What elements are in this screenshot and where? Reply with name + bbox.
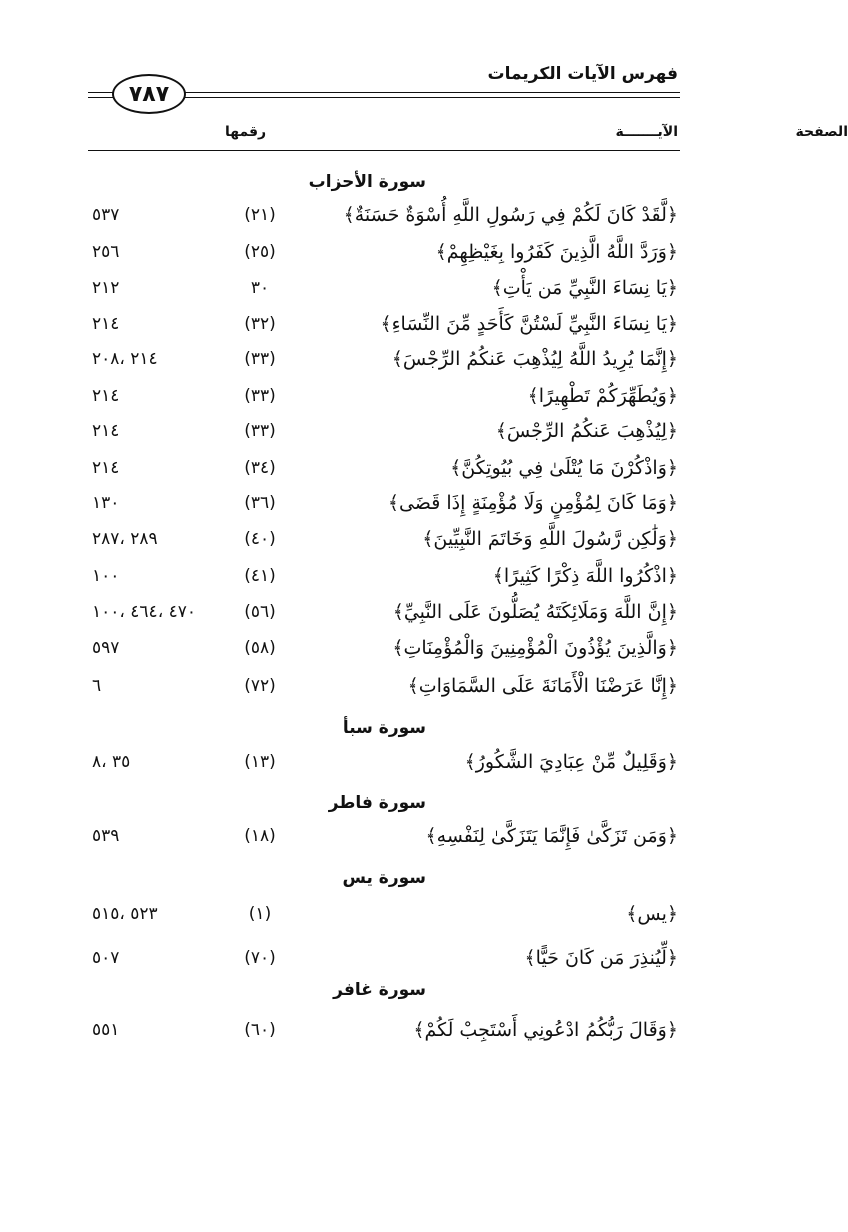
- verse-number: (٣٣): [244, 386, 276, 406]
- surah-title: سورة يس: [342, 868, 426, 888]
- verse-number: (٤١): [244, 566, 276, 586]
- verse-number: (٣٢): [244, 314, 276, 334]
- verse-number: (٣٤): [244, 458, 276, 478]
- page-reference: ٥٣٧: [92, 205, 120, 225]
- verse-text: ﴿إِنَّا عَرَضْنَا الْأَمَانَةَ عَلَى السَّمَاوَاتِ﴾: [407, 675, 678, 697]
- verse-number: (٥٦): [244, 602, 276, 622]
- verse-text: ﴿يَا نِسَاءَ النَّبِيِّ لَسْتُنَّ كَأَحَدٍ مِّنَ النِّسَاءِ﴾: [380, 313, 678, 335]
- page-reference: ٣٥ ،٨: [92, 752, 131, 772]
- column-header-rule: [88, 150, 680, 151]
- verse-number: (١٣): [244, 752, 276, 772]
- page-number-badge: ٧٨٧: [112, 74, 186, 114]
- verse-text: ﴿وَمَا كَانَ لِمُؤْمِنٍ وَلَا مُؤْمِنَةٍ إِذَا قَضَى﴾: [387, 492, 678, 514]
- index-row: [0, 308, 756, 340]
- page-reference: ٤٧٠ ،٤٦٤ ،١٠٠: [92, 602, 196, 622]
- page-reference: ٢١٤: [92, 314, 120, 334]
- verse-number: (٧٢): [244, 676, 276, 696]
- verse-text: ﴿وَقَالَ رَبُّكُمُ ادْعُونِي أَسْتَجِبْ لَكُمْ﴾: [413, 1019, 678, 1041]
- page-title: فهرس الآيات الكريمات: [487, 64, 678, 84]
- surah-title: سورة فاطر: [328, 793, 426, 813]
- index-row: [0, 487, 756, 519]
- page-reference: ٥٢٣ ،٥١٥: [92, 904, 158, 924]
- verse-number: (١٨): [244, 826, 276, 846]
- surah-title: سورة الأحزاب: [308, 172, 426, 192]
- index-row: [0, 632, 756, 664]
- verse-number: (١): [248, 904, 272, 924]
- page-reference: ١٠٠: [92, 566, 120, 586]
- verse-text: ﴿وَرَدَّ اللَّهُ الَّذِينَ كَفَرُوا بِغَيْظِهِمْ﴾: [435, 241, 678, 263]
- page-reference: ٦: [92, 676, 102, 696]
- verse-text: ﴿إِنَّمَا يُرِيدُ اللَّهُ لِيُذْهِبَ عَنكُمُ الرِّجْسَ﴾: [391, 348, 678, 370]
- page-reference: ٢١٤: [92, 458, 120, 478]
- verse-number: (٢١): [244, 205, 276, 225]
- surah-title: سورة غافر: [333, 980, 426, 1000]
- index-row: [0, 452, 756, 484]
- verse-text: ﴿وَقَلِيلٌ مِّنْ عِبَادِيَ الشَّكُورُ﴾: [464, 751, 678, 773]
- index-row: [0, 380, 756, 412]
- verse-text: ﴿يس﴾: [626, 903, 678, 925]
- index-row: [0, 942, 756, 974]
- page-reference: ٢٥٦: [92, 242, 120, 262]
- index-row: [0, 415, 756, 447]
- index-row: [0, 272, 756, 304]
- index-row: [0, 746, 756, 778]
- verse-text: ﴿إِنَّ اللَّهَ وَمَلَائِكَتَهُ يُصَلُّونَ عَلَى النَّبِيِّ﴾: [392, 601, 678, 623]
- verse-text: ﴿وَيُطَهِّرَكُمْ تَطْهِيرًا﴾: [527, 385, 678, 407]
- verse-number: (٣٣): [244, 421, 276, 441]
- index-row: [0, 236, 756, 268]
- verse-text: ﴿لِّيُنذِرَ مَن كَانَ حَيًّا﴾: [524, 947, 678, 969]
- verse-number: (٧٠): [244, 948, 276, 968]
- index-row: [0, 560, 756, 592]
- column-header-verse: الآيـــــــة: [615, 124, 678, 140]
- verse-text: ﴿وَالَّذِينَ يُؤْذُونَ الْمُؤْمِنِينَ وَالْمُؤْمِنَاتِ﴾: [392, 637, 678, 659]
- verse-text: ﴿لِيُذْهِبَ عَنكُمُ الرِّجْسَ﴾: [495, 420, 678, 442]
- verse-number: (٤٠): [244, 529, 276, 549]
- page-reference: ٥٥١: [92, 1020, 120, 1040]
- index-row: [0, 670, 756, 702]
- page-reference: ٢١٤: [92, 421, 120, 441]
- index-row: [0, 343, 756, 375]
- index-row: [0, 898, 756, 930]
- verse-text: ﴿وَلَٰكِن رَّسُولَ اللَّهِ وَخَاتَمَ النَّبِيِّينَ﴾: [422, 528, 678, 550]
- page-reference: ٥٩٧: [92, 638, 120, 658]
- page-reference: ٢١٤ ،٢٠٨: [92, 349, 158, 369]
- verse-text: ﴿اذْكُرُوا اللَّهَ ذِكْرًا كَثِيرًا﴾: [492, 565, 678, 587]
- verse-number: (٥٨): [244, 638, 276, 658]
- verse-text: ﴿يَا نِسَاءَ النَّبِيِّ مَن يَأْتِ﴾: [491, 277, 678, 299]
- index-row: [0, 523, 756, 555]
- verse-text: ﴿وَاذْكُرْنَ مَا يُتْلَىٰ فِي بُيُوتِكُنَّ﴾: [450, 457, 678, 479]
- page-reference: ١٣٠: [92, 493, 120, 513]
- index-row: [0, 596, 756, 628]
- page-reference: ٢١٢: [92, 278, 120, 298]
- page-reference: ٥٣٩: [92, 826, 120, 846]
- verse-number: (٢٥): [244, 242, 276, 262]
- verse-number: (٣٣): [244, 349, 276, 369]
- verse-number: (٣٦): [244, 493, 276, 513]
- surah-title: سورة سبأ: [342, 718, 426, 738]
- page-reference: ٥٠٧: [92, 948, 120, 968]
- verse-text: ﴿لَّقَدْ كَانَ لَكُمْ فِي رَسُولِ اللَّهِ أُسْوَةٌ حَسَنَةٌ﴾: [343, 204, 678, 226]
- index-row: [0, 820, 756, 852]
- index-row: [0, 199, 756, 231]
- verse-number: (٦٠): [244, 1020, 276, 1040]
- column-header-page: الصفحة: [795, 124, 848, 140]
- verse-text: ﴿وَمَن تَزَكَّىٰ فَإِنَّمَا يَتَزَكَّىٰ لِنَفْسِهِ﴾: [425, 825, 678, 847]
- verse-number: ٣٠: [250, 278, 270, 298]
- page-reference: ٢١٤: [92, 386, 120, 406]
- page-reference: ٢٨٩ ،٢٨٧: [92, 529, 158, 549]
- index-row: [0, 1014, 756, 1046]
- column-header-number: رقمها: [225, 124, 267, 140]
